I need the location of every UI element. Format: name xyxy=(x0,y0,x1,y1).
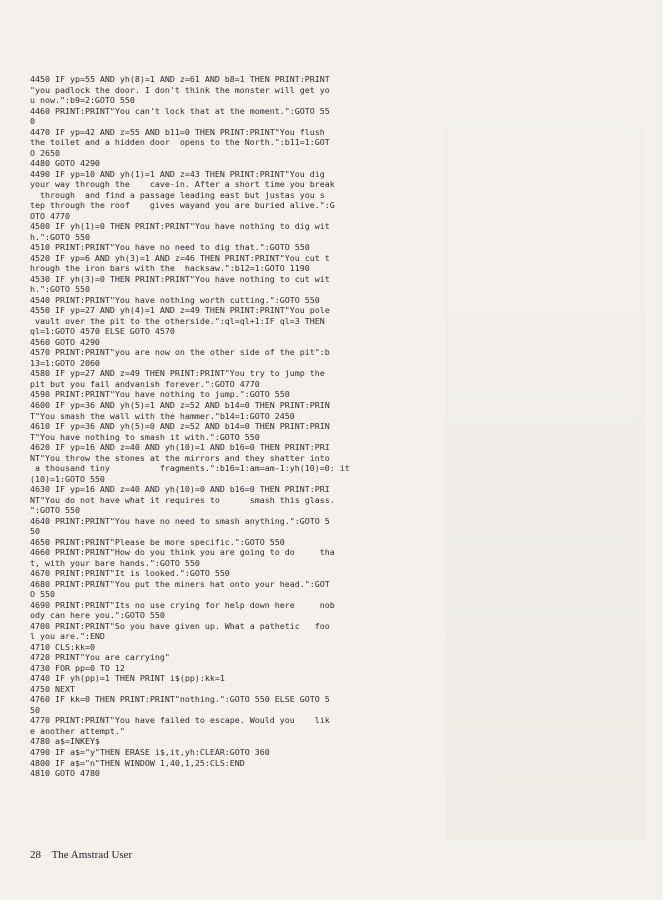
code-line: O 2650 xyxy=(30,147,60,158)
code-line: the toilet and a hidden door opens to the North.":b11=1:GOT xyxy=(30,137,330,148)
code-line: ":GOTO 550 xyxy=(30,505,80,516)
code-line: 50 xyxy=(30,526,40,537)
code-line: ody can here you.":GOTO 550 xyxy=(30,610,165,621)
code-line: 4510 PRINT:PRINT"You have no need to dig that.":GOTO 550 xyxy=(30,242,310,253)
basic-program-listing xyxy=(30,74,450,779)
code-line: h.":GOTO 550 xyxy=(30,231,90,242)
code-line: ql=1:GOTO 4570 ELSE GOTO 4570 xyxy=(30,326,175,337)
code-line: "you padlock the door. I don't think the monster will get yo xyxy=(30,84,330,95)
code-line: 13=1:GOTO 2060 xyxy=(30,357,100,368)
code-line: 4810 GOTO 4780 xyxy=(30,768,100,779)
code-line: u now.":b9=2:GOTO 550 xyxy=(30,95,135,106)
code-line: 4650 PRINT:PRINT"Please be more specific.":GOTO 550 xyxy=(30,536,285,547)
code-line: T"You smash the wall with the hammer."b14=1:GOTO 2450 xyxy=(30,410,295,421)
page-number: 28 xyxy=(30,849,41,861)
code-line: 4770 PRINT:PRINT"You have failed to escape. Would you lik xyxy=(30,715,330,726)
code-line: t, with your bare hands.":GOTO 550 xyxy=(30,557,200,568)
page-footer xyxy=(30,849,132,861)
code-line: 4690 PRINT:PRINT"Its no use crying for help down here nob xyxy=(30,599,335,610)
code-line: 4560 GOTO 4290 xyxy=(30,336,100,347)
code-line: through and find a passage leading east but justas you s xyxy=(30,189,325,200)
code-line: 4660 PRINT:PRINT"How do you think you are going to do tha xyxy=(30,547,335,558)
code-line: 4570 PRINT:PRINT"you are now on the other side of the pit":b xyxy=(30,347,330,358)
code-line: 4780 a$=INKEY$ xyxy=(30,736,100,747)
code-line: 4610 IF yp=36 AND yh(5)=0 AND z=52 AND b14=0 THEN PRINT:PRIN xyxy=(30,421,330,432)
code-line: NT"You do not have what it requires to smash this glass. xyxy=(30,494,335,505)
code-line: 0 xyxy=(30,116,35,127)
code-line: 4540 PRINT:PRINT"You have nothing worth cutting.":GOTO 550 xyxy=(30,294,320,305)
code-line: 4450 IF yp=55 AND yh(8)=1 AND z=61 AND b8=1 THEN PRINT:PRINT xyxy=(30,74,330,84)
code-line: 4620 IF yp=16 AND z=40 AND yh(10)=1 AND b16=0 THEN PRINT:PRI xyxy=(30,442,330,453)
code-line: your way through the cave-in. After a short time you break xyxy=(30,179,335,190)
code-line: 4740 IF yh(pp)=1 THEN PRINT i$(pp):kk=1 xyxy=(30,673,225,684)
code-line: 4730 FOR pp=0 TO 12 xyxy=(30,662,125,673)
code-line: T"You have nothing to smash it with.":GOTO 550 xyxy=(30,431,260,442)
code-line: O 550 xyxy=(30,589,55,600)
code-line: 4790 IF a$="y"THEN ERASE i$,it,yh:CLEAR:GOTO 360 xyxy=(30,747,270,757)
code-line: vault over the pit to the otherside.":ql=ql+1:IF ql=3 THEN xyxy=(30,315,325,326)
code-line: 4460 PRINT:PRINT"You can't lock that at the moment.":GOTO 55 xyxy=(30,105,330,116)
code-line: h.":GOTO 550 xyxy=(30,284,90,295)
code-line: 4520 IF yp=6 AND yh(3)=1 AND z=46 THEN PRINT:PRINT"You cut t xyxy=(30,252,330,263)
code-line: tep through the roof gives wayand you are buried alive.":G xyxy=(30,200,335,211)
code-line: 4490 IF yp=10 AND yh(1)=1 AND z=43 THEN PRINT:PRINT"You dig xyxy=(30,168,325,179)
code-line: 4670 PRINT:PRINT"It is looked.":GOTO 550 xyxy=(30,568,230,579)
code-line: 4710 CLS:kk=0 xyxy=(30,641,95,652)
code-line: NT"You throw the stones at the mirrors and they shatter into xyxy=(30,452,330,463)
code-line: 4590 PRINT:PRINT"You have nothing to jump.":GOTO 550 xyxy=(30,389,290,400)
code-line: l you are.":END xyxy=(30,631,105,642)
code-line: (10)=1:GOTO 550 xyxy=(30,473,105,484)
code-line: 4680 PRINT:PRINT"You put the miners hat onto your head.":GOT xyxy=(30,578,330,589)
code-line: 4630 IF yp=16 AND z=40 AND yh(10)=0 AND b16=0 THEN PRINT:PRI xyxy=(30,484,330,495)
code-line: OTO 4770 xyxy=(30,210,70,221)
code-line: 4700 PRINT:PRINT"So you have given up. What a pathetic foo xyxy=(30,620,330,631)
publication-name: The Amstrad User xyxy=(51,849,133,861)
code-line: 50 xyxy=(30,704,40,715)
code-line: 4750 NEXT xyxy=(30,683,75,694)
code-line: pit but you fail andvanish forever.":GOTO 4770 xyxy=(30,378,260,389)
code-line: e another attempt." xyxy=(30,725,125,736)
facing-page-bleed xyxy=(445,60,645,840)
code-line: 4600 IF yp=36 AND yh(5)=1 AND z=52 AND b14=0 THEN PRINT:PRIN xyxy=(30,399,330,410)
code-line: 4640 PRINT:PRINT"You have no need to smash anything.":GOTO 5 xyxy=(30,515,330,526)
code-line: 4580 IF yp=27 AND z=49 THEN PRINT:PRINT"You try to jump the xyxy=(30,368,325,379)
code-line: 4530 IF yh(3)=0 THEN PRINT:PRINT"You have nothing to cut wit xyxy=(30,273,330,284)
code-line: 4550 IF yp=27 AND yh(4)=1 AND z=49 THEN PRINT:PRINT"You pole xyxy=(30,305,330,316)
code-line: a thousand tiny fragments.":b16=1:am=am-1:yh(10)=0: it xyxy=(30,463,350,474)
code-line: 4760 IF kk=0 THEN PRINT:PRINT"nothing.":GOTO 550 ELSE GOTO 5 xyxy=(30,694,330,705)
code-line: hrough the iron bars with the hacksaw.":b12=1:GOTO 1190 xyxy=(30,263,310,274)
code-line: 4480 GOTO 4290 xyxy=(30,158,100,169)
code-line: 4500 IF yh(1)=0 THEN PRINT:PRINT"You have nothing to dig wit xyxy=(30,221,330,232)
code-line: 4720 PRINT"You are carrying" xyxy=(30,652,170,663)
code-line: 4800 IF a$="n"THEN WINDOW 1,40,1,25:CLS:END xyxy=(30,757,245,768)
code-line: 4470 IF yp=42 AND z=55 AND b11=0 THEN PRINT:PRINT"You flush xyxy=(30,126,325,137)
